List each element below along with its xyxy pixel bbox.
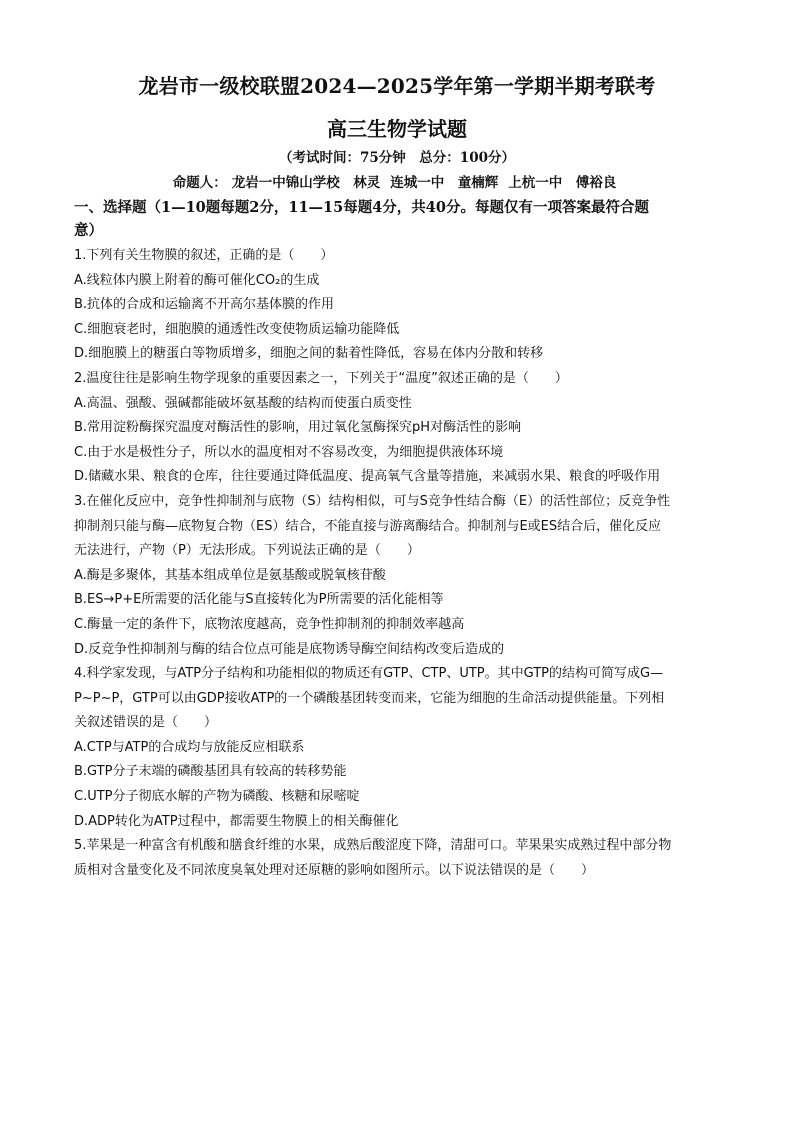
option-a: A.线粒体内膜上附着的酶可催化CO₂的生成 [74, 272, 320, 288]
question-stem: P~P~P，GTP可以由GDP接收ATP的一个磷酸基团转变而来，它能为细胞的生命活动提供能量。下列相 [74, 690, 665, 706]
option-d: D.储藏水果、粮食的仓库，往往要通过降低温度、提高氧气含量等措施，来减弱水果、粮食的呼吸作用 [74, 469, 661, 485]
option-a: A.CTP与ATP的合成均与放能反应相联系 [74, 739, 305, 755]
question-stem: 3.在催化反应中，竞争性抑制剂与底物（S）结构相似，可与S竞争性结合酶（E）的活性部位；反竞争性 [74, 493, 671, 509]
option-d: D.反竞争性抑制剂与酶的结合位点可能是底物诱导酶空间结构改变后造成的 [74, 641, 505, 657]
question-stem: 2.温度往往是影响生物学现象的重要因素之一，下列关于“温度”叙述正确的是（ ） [74, 370, 568, 386]
option-b: B.常用淀粉酶探究温度对酶活性的影响，用过氧化氢酶探究pH对酶活性的影响 [74, 420, 522, 436]
question-stem: 抑制剂只能与酶—底物复合物（ES）结合，不能直接与游离酶结合。抑制剂与E或ES结合后，催化反应 [74, 518, 662, 534]
question-stem: 质相对含量变化及不同浓度臭氧处理对还原糖的影响如图所示。以下说法错误的是（ ） [74, 862, 595, 878]
exam-title: 龙岩市一级校联盟2024—2025学年第一学期半期考联考 [138, 74, 656, 98]
option-d: D.细胞膜上的糖蛋白等物质增多，细胞之间的黏着性降低，容易在体内分散和转移 [74, 346, 544, 362]
question-4 [74, 662, 724, 834]
question-stem: 5.苹果是一种富含有机酸和膳食纤维的水果，成熟后酸涩度下降，清甜可口。苹果果实成熟过程中部分物 [74, 838, 672, 854]
option-c: C.细胞衰老时，细胞膜的通透性改变使物质运输功能降低 [74, 321, 400, 337]
author-3: 上杭一中 傅裕良 [508, 175, 617, 191]
authors-label: 命题人： [172, 175, 227, 191]
option-a: A.高温、强酸、强碱都能破坏氨基酸的结构而使蛋白质变性 [74, 395, 412, 411]
section-heading-line: 一、选择题（1—10题每题2分，11—15每题4分，共40分。每题仅有一项答案最符合题 [74, 199, 649, 216]
question-2 [74, 367, 724, 490]
option-a: A.酶是多聚体，其基本组成单位是氨基酸或脱氧核苷酸 [74, 567, 386, 583]
question-stem: 4.科学家发现，与ATP分子结构和功能相似的物质还有GTP、CTP、UTP。其中GTP的结构可简写成G— [74, 666, 664, 682]
author-1: 龙岩一中锦山学校 林灵 [231, 175, 381, 191]
question-stem: 关叙述错误的是（ ） [74, 715, 218, 731]
question-list [74, 244, 724, 883]
question-stem: 无法进行，产物（P）无法形成。下列说法正确的是（ ） [74, 543, 420, 559]
author-2: 连城一中 童楠辉 [390, 175, 499, 191]
option-b: B.抗体的合成和运输离不开高尔基体膜的作用 [74, 297, 335, 313]
option-d: D.ADP转化为ATP过程中，都需要生物膜上的相关酶催化 [74, 813, 399, 829]
option-b: B.GTP分子末端的磷酸基团具有较高的转移势能 [74, 764, 347, 780]
section-heading-line: 意） [74, 222, 103, 239]
option-c: C.UTP分子彻底水解的产物为磷酸、核糖和尿嘧啶 [74, 789, 360, 805]
question-3 [74, 490, 724, 662]
exam-info: （考试时间：75分钟 总分：100分） [279, 150, 515, 166]
question-stem: 1.下列有关生物膜的叙述，正确的是（ ） [74, 248, 334, 263]
subject-title: 高三生物学试题 [327, 117, 467, 141]
question-5 [74, 834, 724, 883]
question-1 [74, 244, 724, 367]
option-b: B.ES→P+E所需要的活化能与S直接转化为P所需要的活化能相等 [74, 592, 444, 608]
option-c: C.由于水是极性分子，所以水的温度相对不容易改变，为细胞提供液体环境 [74, 444, 504, 460]
section-heading [74, 196, 724, 242]
authors-line [0, 171, 794, 191]
option-c: C.酶量一定的条件下，底物浓度越高，竞争性抑制剂的抑制效率越高 [74, 616, 465, 632]
